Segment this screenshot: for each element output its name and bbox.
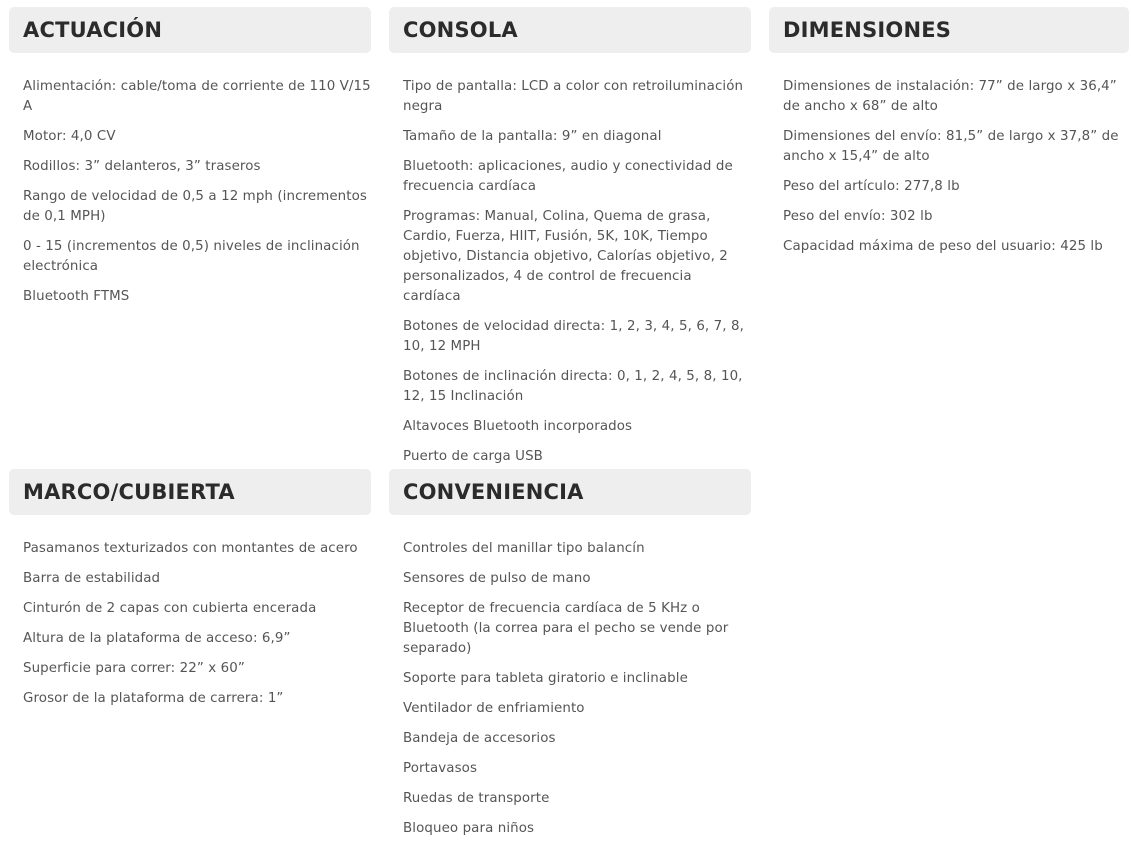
spec-list [9,539,371,709]
spec-item: Bandeja de accesorios [403,731,556,746]
spec-list [389,77,751,467]
spec-item: Altavoces Bluetooth incorporados [403,419,633,434]
spec-item: Puerto de carga USB [403,449,543,464]
section-title: ACTUACIÓN [23,18,163,42]
spec-item: Ruedas de transporte [403,791,550,806]
section-header [769,7,1129,53]
section-title: MARCO/CUBIERTA [23,480,235,504]
spec-item: Receptor de frecuencia cardíaca de 5 KHz o Bluetooth (la correa para el pecho se vende por separado) [403,601,729,656]
spec-item: Bluetooth: aplicaciones, audio y conectividad de frecuencia cardíaca [403,159,733,194]
section-title: CONSOLA [403,18,518,42]
spec-item: Motor: 4,0 CV [23,129,116,144]
spec-item: Portavasos [403,761,478,776]
spec-item: 0 - 15 (incrementos de 0,5) niveles de inclinación electrónica [23,239,360,274]
spec-item: Soporte para tableta giratorio e inclinable [403,671,688,686]
spec-item: Controles del manillar tipo balancín [403,541,645,556]
spec-item: Rango de velocidad de 0,5 a 12 mph (incrementos de 0,1 MPH) [23,189,367,224]
section-consola [389,7,751,477]
spec-item: Bloqueo para niños [403,821,535,836]
spec-item: Grosor de la plataforma de carrera: 1” [23,691,284,706]
section-conveniencia [389,469,751,849]
spec-item: Sensores de pulso de mano [403,571,591,586]
spec-item: Tipo de pantalla: LCD a color con retroiluminación negra [403,79,744,114]
spec-item: Cinturón de 2 capas con cubierta encerada [23,601,317,616]
spec-item: Peso del artículo: 277,8 lb [783,179,960,194]
spec-item: Altura de la plataforma de acceso: 6,9” [23,631,291,646]
spec-item: Dimensiones del envío: 81,5” de largo x 37,8” de ancho x 15,4” de alto [783,129,1119,164]
section-marco-cubierta [9,469,371,719]
spec-item: Alimentación: cable/toma de corriente de 110 V/15 A [23,79,371,114]
spec-item: Bluetooth FTMS [23,289,130,304]
section-title: CONVENIENCIA [403,480,584,504]
section-title: DIMENSIONES [783,18,952,42]
spec-list [389,539,751,839]
section-header [9,469,371,515]
spec-item: Pasamanos texturizados con montantes de acero [23,541,358,556]
spec-item: Rodillos: 3” delanteros, 3” traseros [23,159,261,174]
spec-item: Botones de velocidad directa: 1, 2, 3, 4, 5, 6, 7, 8, 10, 12 MPH [403,319,744,354]
spec-item: Barra de estabilidad [23,571,161,586]
section-actuacion [9,7,371,317]
section-header [9,7,371,53]
section-header [389,469,751,515]
spec-item: Dimensiones de instalación: 77” de largo x 36,4” de ancho x 68” de alto [783,79,1117,114]
section-dimensiones [769,7,1129,267]
section-header [389,7,751,53]
spec-item: Capacidad máxima de peso del usuario: 425 lb [783,239,1103,254]
spec-item: Ventilador de enfriamiento [403,701,585,716]
spec-list [769,77,1129,257]
spec-item: Programas: Manual, Colina, Quema de grasa, Cardio, Fuerza, HIIT, Fusión, 5K, 10K, Tiempo objetivo, Distancia objetivo, Calorías objetivo, 2 personalizados, 4 de control de frecuencia cardíaca [403,209,728,304]
spec-item: Peso del envío: 302 lb [783,209,933,224]
spec-list [9,77,371,307]
spec-item: Superficie para correr: 22” x 60” [23,661,245,676]
spec-item: Botones de inclinación directa: 0, 1, 2, 4, 5, 8, 10, 12, 15 Inclinación [403,369,743,404]
spec-item: Tamaño de la pantalla: 9” en diagonal [403,129,662,144]
